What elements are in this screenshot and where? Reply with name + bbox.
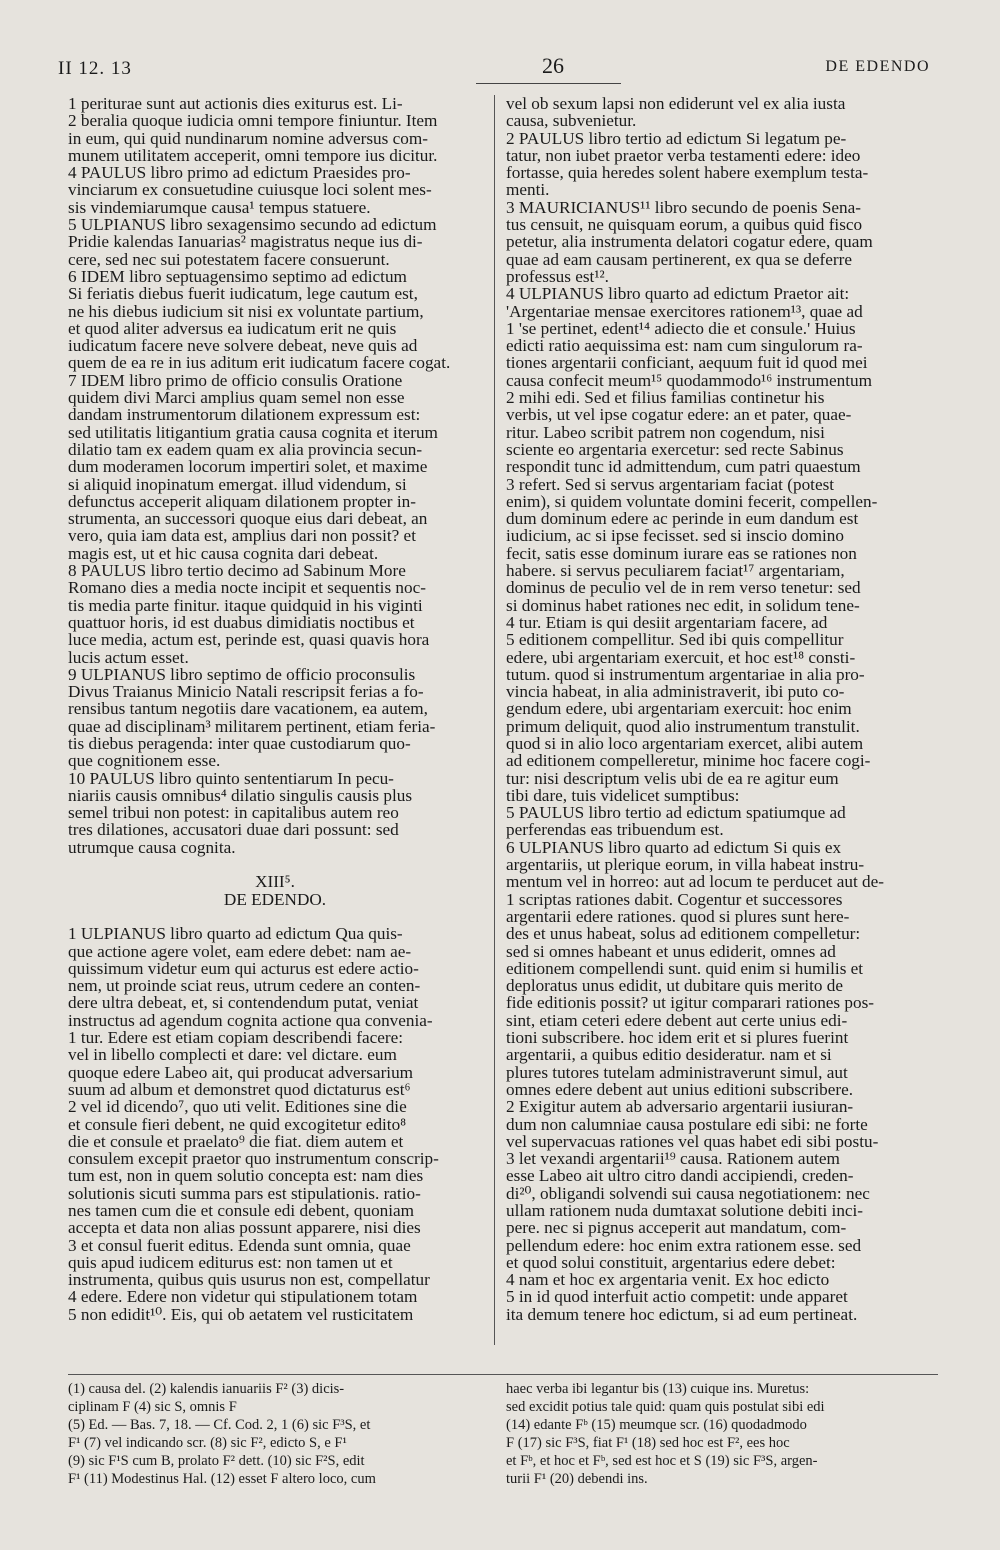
text-line: quae ad disciplinam³ militarem pertinent, etiam feria- <box>68 716 436 736</box>
text-line: DE EDENDO. <box>223 889 327 909</box>
text-line: vinciarum ex consuetudine cuiusque loci solent mes- <box>68 180 432 200</box>
text-line: primum deliquit, quod alio instrumentum transtulit. <box>506 716 860 736</box>
text-line: quod si in alio loco argentariam exercet, alibi autem <box>506 733 864 753</box>
text-line: omnes edere debent aut unius editioni subscribere. <box>506 1079 853 1099</box>
text-line: 8 PAULUS libro tertio decimo ad Sabinum More <box>68 561 406 581</box>
text-line: deploratus unus edidit, ut dubitare quis merito de <box>506 976 844 996</box>
text-line: quidem divi Marci amplius quam semel non esse <box>68 388 405 408</box>
text-line: accepta et data non alias possunt apparere, nisi dies <box>68 1218 421 1238</box>
text-line: 2 Exigitur autem ab adversario argentarii iusiuran- <box>506 1097 854 1117</box>
text-line: causa confecit meum¹⁵ quodammodo¹⁶ instrumentum <box>506 370 872 390</box>
text-line: dere ultra debeat, et, si contendendum putat, veniat <box>68 993 419 1013</box>
text-line: dum moderamen locorum impertiri solet, et maxime <box>68 457 428 477</box>
text-line: 4 edere. Edere non videtur qui stipulationem totam <box>68 1287 418 1307</box>
text-line: mentum vel in horreo: aut ad locum te perducet aut de- <box>506 872 884 892</box>
text-line: utrumque causa cognita. <box>68 837 236 857</box>
text-line: edere, ubi argentariam exercuit, et hoc est¹⁸ consti- <box>506 647 856 667</box>
text-line: editionem compellendi sunt. quid enim si humilis et <box>506 958 864 978</box>
text-line: 1 scriptas rationes dabit. Cogentur et successores <box>506 889 843 909</box>
text-line: 6 IDEM libro septuagensimo septimo ad edictum <box>68 266 407 286</box>
footnote-line: F¹ (7) vel indicando scr. (8) sic F², edicto S, e F¹ <box>68 1435 347 1451</box>
footnote-line: ciplinam F (4) sic S, omnis F <box>68 1399 237 1415</box>
footnote-line: haec verba ibi legantur bis (13) cuique ins. Muretus: <box>506 1381 810 1397</box>
page-number: 26 <box>542 53 564 78</box>
text-line: 1 tur. Edere est etiam copiam describendi facere: <box>68 1028 404 1048</box>
text-line: menti. <box>506 180 550 200</box>
text-line: professus est¹². <box>506 266 609 286</box>
text-line: 3 MAURICIANUS¹¹ libro secundo de poenis Sena- <box>506 197 861 217</box>
text-line: perferendas eas tribuendum est. <box>506 820 724 840</box>
footnote-line: (5) Ed. — Bas. 7, 18. — Cf. Cod. 2, 1 (6) sic F³S, et <box>68 1417 371 1433</box>
text-line: dandam instrumentorum dilationem expressum est: <box>68 405 421 425</box>
text-line: 3 et consul fuerit editus. Edenda sunt omnia, quae <box>68 1235 411 1255</box>
text-line: argentarii, a quibus editio desideratur. nam et si <box>506 1045 832 1065</box>
text-line: nem, ut proinde sciat reus, utrum cedere an conten- <box>68 976 421 996</box>
text-line: fide editionis possit? ut igitur comparari rationes pos- <box>506 993 875 1013</box>
text-line: quae ad eam causam pertinerent, ex qua se deferre <box>506 249 852 269</box>
text-line: tutum. quod si instrumentum argentariae in alia pro- <box>506 664 865 684</box>
text-line: iudicatum facere neve solvere debeat, neve quis ad <box>68 336 418 356</box>
running-head-left: II 12. 13 <box>58 58 132 79</box>
text-line <box>68 856 482 873</box>
text-line: tiones argentarii conficiant, aequum fuit id quod mei <box>506 353 868 373</box>
column-divider <box>494 95 495 1345</box>
text-line: tum est, non in quem solutio concepta est: nam dies <box>68 1166 424 1186</box>
text-line: esse Labeo ait ultro citro dandi accipiendi, creden- <box>506 1166 854 1186</box>
footnotes-right <box>506 1380 938 1488</box>
text-line: strumenta, an successori quoque eius dari debeat, an <box>68 509 428 529</box>
text-line: 5 editionem compellitur. Sed ibi quis compellitur <box>506 630 844 650</box>
text-line: et quod solui constituit, argentarius edere debet: <box>506 1252 836 1272</box>
text-line: ita demum tenere hoc edictum, si ad eum pertineat. <box>506 1304 858 1324</box>
text-line: tibi dare, tuis videlicet sumptibus: <box>506 785 740 805</box>
text-line: et quod aliter adversus ea iudicatum erit ne quis <box>68 318 397 338</box>
text-line: Pridie kalendas Ianuarias² magistratus neque ius di- <box>68 232 423 252</box>
text-line: vel ob sexum lapsi non ediderunt vel ex alia iusta <box>506 94 846 113</box>
text-line: 4 PAULUS libro primo ad edictum Praesides pro- <box>68 163 411 183</box>
text-line <box>68 908 482 925</box>
text-line: pere. nec si pignus acceperit aut mandatum, com- <box>506 1218 847 1238</box>
text-line: sis vindemiarumque causa¹ tempus statuere. <box>68 197 371 217</box>
text-line: tur: nisi descriptum velis ubi de ea re agitur eum <box>506 768 839 788</box>
text-line: Romano dies a media nocte incipit et sequentis noc- <box>68 578 426 598</box>
text-line: 3 let vexandi argentarii¹⁹ causa. Rationem autem <box>506 1149 840 1169</box>
text-line: consulem excepit praetor quo instrumentum conscrip- <box>68 1149 439 1169</box>
text-line: quissimum videtur eum qui acturus est edere actio- <box>68 958 419 978</box>
text-line: verbis, ut vel ipse cogatur edere: an et pater, quae- <box>506 405 852 425</box>
text-line: dominus de peculio vel de in rem verso tenetur: sed <box>506 578 861 598</box>
text-line: di²⁰, obligandi solvendi sui causa negotiationem: nec <box>506 1183 870 1203</box>
text-line: lucis actum esset. <box>68 647 189 667</box>
text-line: quattuor horis, id est duabus dimidiatis noctibus et <box>68 612 415 632</box>
text-line: edicti ratio aequissima est: nam cum singulorum ra- <box>506 336 863 356</box>
text-line: 5 in id quod interfuit actio competit: unde apparet <box>506 1287 848 1307</box>
footnote-line: et Fᵇ, et hoc et Fᵇ, sed est hoc et S (19) sic F³S, argen- <box>506 1453 818 1469</box>
text-line: plures tutores tutelam administraverunt simul, aut <box>506 1062 848 1082</box>
text-line: tus censuit, ne quisquam eorum, a quibus quid fisco <box>506 215 863 235</box>
header-rule <box>476 83 621 84</box>
text-line: solutionis sicuti summa pars est stipulationis. ratio- <box>68 1183 421 1203</box>
text-line: tis media parte finitur. itaque quidquid in his viginti <box>68 595 423 615</box>
text-line: dum dominum edere ac perinde in eum dandum est <box>506 509 859 529</box>
text-line: munem utilitatem acceperit, omni tempore ius dicitur. <box>68 145 438 165</box>
text-line: 6 ULPIANUS libro quarto ad edictum Si quis ex <box>506 837 842 857</box>
text-line: sed si omnes habeant et unus ediderit, omnes ad <box>506 941 836 961</box>
text-line: des et unus habeat, solus ad editionem compelletur: <box>506 924 861 944</box>
left-text-column <box>68 95 482 1323</box>
text-line: et consule fieri debent, ne quid excogitetur edito⁸ <box>68 1114 407 1134</box>
text-line: si dominus habet rationes nec edit, in solidum tene- <box>506 595 860 615</box>
text-line: vel in libello complecti et dare: vel dictare. eum <box>68 1045 397 1065</box>
footnote-line: (1) causa del. (2) kalendis ianuariis F² (3) dicis- <box>68 1381 345 1397</box>
text-line: quoque edere Labeo ait, qui producat adversarium <box>68 1062 414 1082</box>
text-line: pellendum edere: hoc enim extra rationem esse. sed <box>506 1235 862 1255</box>
text-line: enim), si quidem voluntate domini fecerit, compellen- <box>506 491 878 511</box>
text-line: argentariis, ut plerique eorum, in villa habeat instru- <box>506 855 865 875</box>
footnote-line: sed excidit potius tale quid: quam quis postulat sibi edi <box>506 1399 825 1415</box>
text-line: die et consule et praelato⁹ die fiat. diem autem et <box>68 1131 404 1151</box>
footnote-line: turii F¹ (20) debendi ins. <box>506 1471 648 1487</box>
text-line: Si feriatis diebus fuerit iudicatum, lege cautum est, <box>68 284 418 304</box>
text-line: 5 non edidit¹⁰. Eis, qui ob aetatem vel rusticitatem <box>68 1304 414 1324</box>
running-head-right: DE EDENDO <box>825 58 930 75</box>
text-line: ritur. Labeo scribit patrem non cogendum, nisi <box>506 422 825 442</box>
text-line: sciente eo argentaria exercetur: sed recte Sabinus <box>506 439 844 459</box>
footnote-line: (14) edante Fᵇ (15) meumque scr. (16) quodadmodo <box>506 1417 807 1433</box>
text-line: 2 beralia quoque iudicia omni tempore finiuntur. Item <box>68 111 438 131</box>
text-line: rensibus tantum negotiis dare vacationem, ea autem, <box>68 699 428 719</box>
footnote-line: F¹ (11) Modestinus Hal. (12) esset F altero loco, cum <box>68 1471 376 1487</box>
text-line: fortasse, quia heredes solent habere exemplum testa- <box>506 163 869 183</box>
text-line: que cognitionem esse. <box>68 751 221 771</box>
text-line: semel tribui non potest: in capitalibus autem reo <box>68 803 399 823</box>
text-line: instrumenta, quibus quis usurus non est, compellatur <box>68 1270 430 1290</box>
text-line: XIII⁵. <box>255 872 295 892</box>
text-line: in eum, qui quid nundinarum nomine adversus com- <box>68 128 428 148</box>
text-line: gendum edere, ubi argentariam exercuit: hoc enim <box>506 699 852 719</box>
footnote-line: (9) sic F¹S cum B, prolato F² dett. (10) sic F²S, edit <box>68 1453 365 1469</box>
text-line: tres dilationes, accusatori duae dari possunt: sed <box>68 820 399 840</box>
footnotes-left <box>68 1380 482 1488</box>
text-line: dilatio tam ex eadem quam ex alia provincia secun- <box>68 439 423 459</box>
text-line: 1 'se pertinet, edent¹⁴ adiecto die et consule.' Huius <box>506 318 856 338</box>
text-line: quis apud iudicem editurus est: non tamen ut et <box>68 1252 393 1272</box>
text-line: tis diebus peragenda: inter quae custodiarum quo- <box>68 733 411 753</box>
footnote-line: F (17) sic F³S, fiat F¹ (18) sed hoc est F², ees hoc <box>506 1435 790 1451</box>
text-line: ullam rationem nuda dumtaxat solutione debiti inci- <box>506 1201 864 1220</box>
text-line: argentarii edere rationes. quod si plures sunt here- <box>506 906 850 926</box>
text-line: vero, quia iam data est, amplius dari non possit? et <box>68 526 416 546</box>
text-line: 10 PAULUS libro quinto sententiarum In pecu- <box>68 768 394 788</box>
text-line: instructus ad agendum cognita actione qua convenia- <box>68 1010 433 1030</box>
text-line: 1 ULPIANUS libro quarto ad edictum Qua quis- <box>68 924 403 944</box>
text-line: cere, sed nec sui potestatem facere consuerunt. <box>68 249 390 269</box>
text-line: respondit tunc id admittendum, cum patri quaestum <box>506 457 861 477</box>
text-line: 2 PAULUS libro tertio ad edictum Si legatum pe- <box>506 128 847 148</box>
text-line: ne his diebus iudicium sit nisi ex voluntate partium, <box>68 301 424 321</box>
text-line: 2 vel id dicendo⁷, quo uti velit. Editiones sine die <box>68 1097 407 1117</box>
text-line: habere. si servus peculiarem faciat¹⁷ argentariam, <box>506 561 845 581</box>
text-line: nes tamen cum die et consule edi debent, quoniam <box>68 1201 415 1220</box>
text-line: ad editionem compelleretur, minime hoc facere cogi- <box>506 751 871 771</box>
text-line: iudicium, ac si ipse fecisset. sed si inscio domino <box>506 526 844 546</box>
text-line: tatur, non iubet praetor verba testamenti edere: ideo <box>506 145 861 165</box>
text-line: causa, subvenietur. <box>506 111 637 131</box>
text-line: 5 PAULUS libro tertio ad edictum spatiumque ad <box>506 803 846 823</box>
text-line: 9 ULPIANUS libro septimo de officio proconsulis <box>68 664 416 684</box>
text-line: 5 ULPIANUS libro sexagensimo secundo ad edictum <box>68 215 437 235</box>
text-line: 4 ULPIANUS libro quarto ad edictum Praetor ait: <box>506 284 850 304</box>
footnote-rule <box>68 1374 938 1375</box>
text-line: sint, etiam ceteri edere debent aut certe unius edi- <box>506 1010 848 1030</box>
text-line: vincia habeat, in alia administraverit, ibi puto co- <box>506 682 845 702</box>
text-line: petetur, alia instrumenta delatori cogatur edere, quam <box>506 232 873 252</box>
right-text-column <box>506 95 938 1323</box>
text-line: fecit, satis esse dominum iurare eas se rationes non <box>506 543 857 563</box>
text-line: Divus Traianus Minicio Natali rescripsit ferias a fo- <box>68 682 424 702</box>
text-line: suum ad album et demonstret quod dictaturus est⁶ <box>68 1079 411 1099</box>
text-line: 7 IDEM libro primo de officio consulis Oratione <box>68 370 403 390</box>
text-line: que actione agere volet, eam edere debet: nam ae- <box>68 941 412 961</box>
text-line: 3 refert. Sed si servus argentariam faciat (potest <box>506 474 835 494</box>
text-line: 4 tur. Etiam is qui desiit argentariam facere, ad <box>506 612 828 632</box>
text-line: 2 mihi edi. Sed et filius familias continetur his <box>506 388 825 408</box>
text-line: luce media, actum est, perinde est, quasi quavis hora <box>68 630 430 650</box>
text-line: vel supervacuas rationes vel quas habet edi sibi postu- <box>506 1131 879 1151</box>
text-line: si aliquid inopinatum emergat. illud videndum, si <box>68 474 407 494</box>
text-line: tioni subscribere. hoc idem erit et si plures fuerint <box>506 1028 849 1048</box>
text-line: sed utilitatis litigantium gratia causa cognita et iterum <box>68 422 438 442</box>
page-header <box>58 53 930 88</box>
text-line: 1 perituraе sunt aut actionis dies exiturus est. Li- <box>68 94 403 113</box>
text-line: magis est, ut et hic causa cognita dari debeat. <box>68 543 379 563</box>
text-line: defunctus acceperit aliquam dilationem propter in- <box>68 491 416 511</box>
text-line: 'Argentariae mensae exercitores rationem¹³, quae ad <box>506 301 863 321</box>
text-line: dum non calumniae causa postulare edi sibi: ne forte <box>506 1114 868 1134</box>
text-line: 4 nam et hoc ex argentaria venit. Ex hoc edicto <box>506 1270 830 1290</box>
text-line: niariis causis omnibus⁴ dilatio singulis causis plus <box>68 785 413 805</box>
text-line: quem de ea re in ius aditum erit iudicatum facere cogat. <box>68 353 451 373</box>
